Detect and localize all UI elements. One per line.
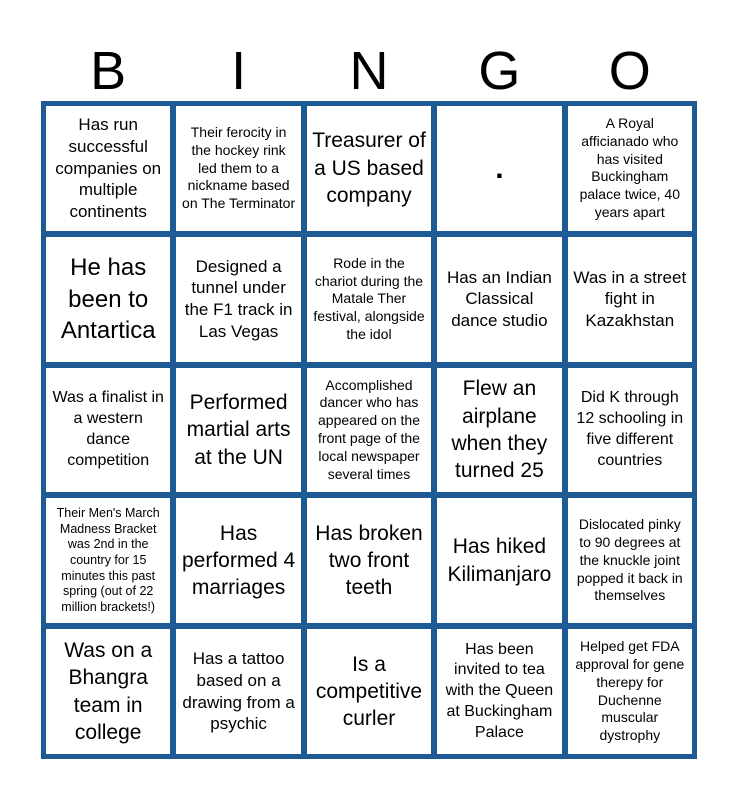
bingo-cell-r1-c5[interactable] <box>568 106 692 231</box>
cell-text: Is a competitive curler <box>315 652 423 731</box>
cell-text: Has hiked Kilimanjaro <box>447 535 552 586</box>
bingo-header <box>43 40 695 102</box>
bingo-cell-r5-c1[interactable] <box>46 629 170 754</box>
cell-text: Has been invited to tea with the Queen at Buckingham Palace <box>445 640 554 741</box>
cell-text: A Royal afficianado who has visited Buckingham palace twice, 40 years apart <box>579 115 680 220</box>
bingo-cell-r1-c2[interactable] <box>176 106 300 231</box>
header-letter-g: G <box>478 41 521 101</box>
cell-text: Was on a Bhangra team in college <box>64 639 153 744</box>
cell-text: Their ferocity in the hockey rink led them to a nickname based on The Terminator <box>182 123 296 212</box>
bingo-cell-r3-c1[interactable] <box>46 368 170 493</box>
cell-text: Treasurer of a US based company <box>312 129 426 208</box>
cell-text: Accomplished dancer who has appeared on the front page of the local newspaper several times <box>318 376 420 482</box>
cell-text: Has a tattoo based on a drawing from a psychic <box>182 649 295 734</box>
bingo-cell-r4-c4[interactable] <box>437 498 561 623</box>
bingo-cell-r3-c5[interactable] <box>568 368 692 493</box>
bingo-cell-r4-c3[interactable] <box>307 498 431 623</box>
header-letter-n: N <box>349 41 389 101</box>
bingo-cell-r1-c1[interactable] <box>46 106 170 231</box>
cell-text: Rode in the chariot during the Matale Ther festival, alongside the idol <box>313 254 425 342</box>
cell-text: Performed martial arts at the UN <box>186 391 291 469</box>
bingo-cell-r4-c5[interactable] <box>568 498 692 623</box>
cell-text: Has an Indian Classical dance studio <box>446 267 552 331</box>
header-letter-o: O <box>608 41 651 101</box>
bingo-cell-r2-c5[interactable] <box>568 237 692 362</box>
cell-text: Flew an airplane when they turned 25 <box>451 377 548 483</box>
bingo-cell-r3-c3[interactable] <box>307 368 431 493</box>
cell-text: Has broken two front teeth <box>315 521 423 600</box>
cell-text: Did K through 12 schooling in five different countries <box>576 389 684 469</box>
bingo-cell-r4-c1[interactable] <box>46 498 170 623</box>
bingo-cell-r5-c5[interactable] <box>568 629 692 754</box>
bingo-cell-r5-c2[interactable] <box>176 629 300 754</box>
cell-text: He has been to Antartica <box>60 254 156 344</box>
cell-text: Helped get FDA approval for gene therepy for Duchenne muscular dystrophy <box>575 638 685 744</box>
header-letter-b: B <box>90 41 127 101</box>
cell-text: Has run successful companies on multiple continents <box>55 115 162 222</box>
header-letter-i: I <box>231 41 247 101</box>
bingo-cell-r3-c2[interactable] <box>176 368 300 493</box>
cell-text: Designed a tunnel under the F1 track in Las Vegas <box>184 256 293 341</box>
cell-text: Was a finalist in a western dance competition <box>52 389 164 469</box>
bingo-cell-r2-c4[interactable] <box>437 237 561 362</box>
bingo-cell-r4-c2[interactable] <box>176 498 300 623</box>
bingo-cell-r1-c4[interactable] <box>437 106 561 231</box>
cell-text: Was in a street fight in Kazakhstan <box>573 267 687 331</box>
cell-text: Has performed 4 marriages <box>181 521 296 600</box>
bingo-cell-r3-c4[interactable] <box>437 368 561 493</box>
cell-text: . <box>495 151 504 185</box>
bingo-cell-r2-c1[interactable] <box>46 237 170 362</box>
bingo-cell-r1-c3[interactable] <box>307 106 431 231</box>
bingo-board <box>41 101 697 759</box>
cell-text: Their Men's March Madness Bracket was 2nd in the country for 15 minutes this past spring (out of 22 million brackets!) <box>56 506 160 614</box>
bingo-cell-r5-c3[interactable] <box>307 629 431 754</box>
bingo-cell-r2-c2[interactable] <box>176 237 300 362</box>
bingo-cell-r5-c4[interactable] <box>437 629 561 754</box>
cell-text: Dislocated pinky to 90 degrees at the knuckle joint popped it back in themselves <box>576 516 683 604</box>
bingo-cell-r2-c3[interactable] <box>307 237 431 362</box>
